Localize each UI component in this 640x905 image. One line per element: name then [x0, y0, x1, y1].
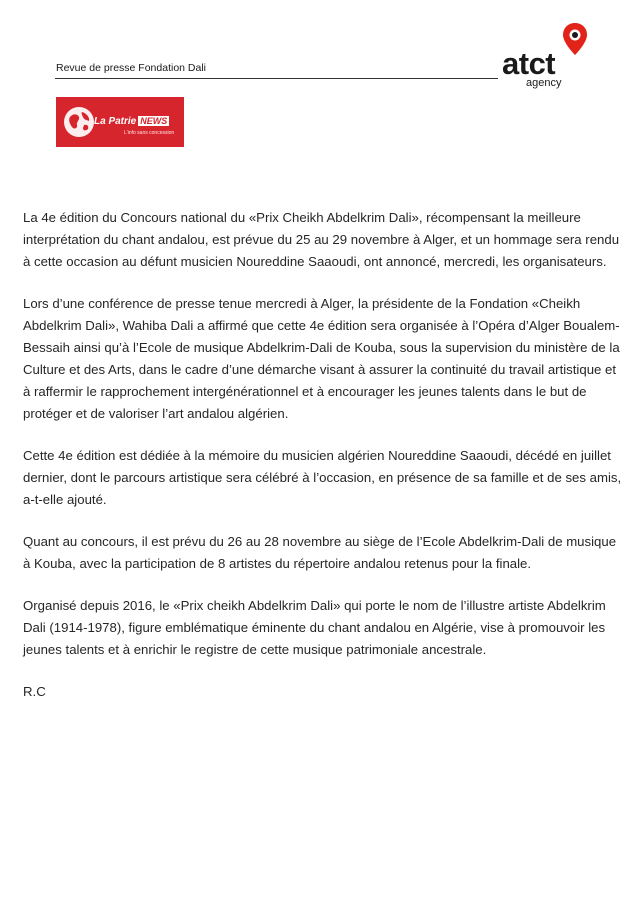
- article-signature: R.C: [23, 684, 46, 699]
- article-body: [23, 207, 623, 723]
- article-paragraph: Cette 4e édition est dédiée à la mémoire du musicien algérien Noureddine Saaoudi, décédé en juillet dernier, dont le parcours artistique sera célébré à l’occasion, en présence de sa famille et de ses amis, a-t-elle ajouté.: [23, 448, 622, 507]
- la-patrie-news-logo: [56, 97, 184, 147]
- article-paragraph: Organisé depuis 2016, le «Prix cheikh Abdelkrim Dali» qui porte le nom de l’illustre artiste Abdelkrim Dali (1914-1978), figure emblématique éminente du chant andalou en Algérie, vise à promouvoir les jeunes talents et à enrichir le registre de cette musique patrimoniale ancestrale.: [23, 598, 606, 657]
- header-divider: [55, 78, 498, 79]
- logo-tagline: L'info sans concession: [124, 130, 175, 136]
- logo-wordmark: [94, 116, 169, 127]
- logo-news-badge: NEWS: [140, 116, 168, 126]
- article-paragraph: Quant au concours, il est prévu du 26 au 28 novembre au siège de l’Ecole Abdelkrim-Dali de musique à Kouba, avec la participation de 8 artistes du répertoire andalou retenus pour la finale.: [23, 534, 617, 571]
- press-review-label: Revue de presse Fondation Dali: [56, 62, 207, 74]
- article-paragraph: La 4e édition du Concours national du «Prix Cheikh Abdelkrim Dali», récompensant la meilleure interprétation du chant andalou, est prévue du 25 au 29 novembre à Alger, et un hommage sera rendu à cette occasion au défunt musicien Noureddine Saaoudi, ont annoncé, mercredi, les organisateurs.: [23, 210, 620, 269]
- location-pin-icon: [562, 22, 588, 56]
- atct-agency-logo: [500, 22, 595, 92]
- logo-name-text: La Patrie: [94, 116, 137, 127]
- brand-name: atct: [502, 46, 556, 81]
- article-paragraph: Lors d’une conférence de presse tenue mercredi à Alger, la présidente de la Fondation «Cheikh Abdelkrim Dali», Wahiba Dali a affirmé que cette 4e édition sera organisée à l’Opéra d’Alger Boualem-Bessaih ainsi qu’à l’Ecole de musique Abdelkrim-Dali de Kouba, sous la supervision du ministère de la Culture et des Arts, dans le cadre d’une démarche visant à assurer la continuité du travail artistique et à raffermir le rapprochement intergénérationnel et à encourager les jeunes talents dans le but de protéger et de valoriser l’art andalou algérien.: [23, 296, 620, 421]
- brand-subtitle: agency: [526, 77, 562, 89]
- globe-icon: [62, 105, 96, 139]
